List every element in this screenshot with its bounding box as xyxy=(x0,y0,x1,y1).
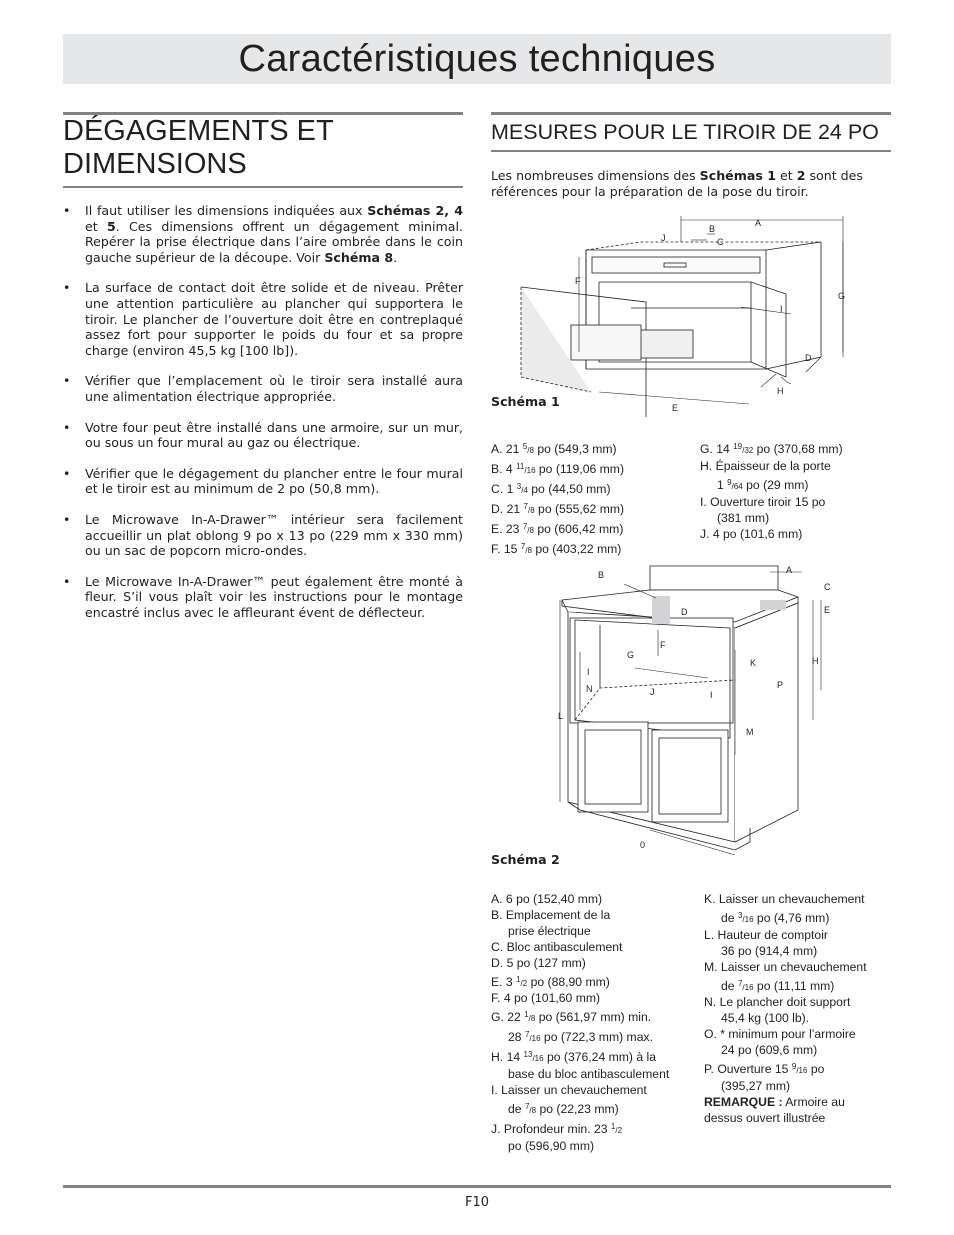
schema1-letter-j: J xyxy=(661,233,666,243)
schema1-letter-b: B xyxy=(709,224,716,234)
legend-item: 24 po (609,6 mm) xyxy=(721,1043,818,1058)
schema2-letter-h: H xyxy=(812,656,819,666)
legend-item: 45,4 kg (100 lb). xyxy=(721,1011,810,1026)
schema2-letter-g: G xyxy=(627,650,635,660)
legend-item: D. 21 $^7$/8 po (555,62 mm) xyxy=(491,501,625,516)
legend-item: prise électrique xyxy=(508,923,591,938)
bullet-item: • Vérifier que l’emplacement où le tiroir sera installé aura une alimentation électrique appropriée. xyxy=(63,373,463,404)
footer-rule xyxy=(63,1185,891,1188)
schema2-letter-i1: I xyxy=(587,667,590,677)
legend-item: (395,27 mm) xyxy=(721,1078,791,1093)
legend-item: de $^3$/16 po (4,76 mm) xyxy=(721,910,830,925)
schema2-letter-n: N xyxy=(586,684,593,694)
bullet-icon: • xyxy=(63,573,71,589)
legend-item: G. 14 $^{19}$/32 po (370,68 mm) xyxy=(700,442,843,456)
title-bar xyxy=(63,34,891,84)
bullet-item: • Le Microwave In-A-Drawer™ intérieur sera facilement accueillir un plat oblong 9 po x 13 po (229 mm x 330 mm) ou un sac de popcorn micro-ondes. xyxy=(63,511,463,559)
legend-item: E. 23 $^7$/8 po (606,42 mm) xyxy=(491,521,624,536)
legend-item: I. Ouverture tiroir 15 po xyxy=(700,494,826,509)
schema2-letter-o: 0 xyxy=(640,840,646,850)
legend-item: H. Épaisseur de la porte xyxy=(700,458,831,473)
schema1-letter-h: H xyxy=(777,386,784,396)
legend-item: base du bloc antibasculement xyxy=(508,1067,670,1082)
legend-item: M. Laisser un chevauchement xyxy=(704,959,867,974)
legend-item: J. 4 po (101,6 mm) xyxy=(700,526,803,541)
schema2-letter-d: D xyxy=(681,607,688,617)
bullet-icon: • xyxy=(63,203,71,218)
bullet-icon: • xyxy=(63,280,71,296)
schema2-letter-f: F xyxy=(660,640,666,650)
schema2-letter-k: K xyxy=(750,658,757,668)
schema1-letter-a: A xyxy=(755,218,762,228)
legend-note: REMARQUE : Armoire au xyxy=(704,1094,845,1109)
legend-item: de $^7$/16 po (11,11 mm) xyxy=(721,978,835,993)
legend-item: P. Ouverture 15 $^9$/16 po xyxy=(704,1062,825,1077)
legend-item: J. Profondeur min. 23 $^1$/2 xyxy=(491,1121,623,1136)
legend-note: dessus ouvert illustrée xyxy=(704,1110,826,1125)
page-number: F10 xyxy=(464,1195,490,1210)
legend-item: I. Laisser un chevauchement xyxy=(491,1082,647,1097)
schema2-letter-i2: I xyxy=(710,690,713,700)
right-section-top-rule xyxy=(491,112,891,115)
bullet-item: • Il faut utiliser les dimensions indiquées aux Schémas 2, 4 et 5. Ces dimensions offrent un dégagement minimal. Repérer la prise électrique dans l’aire ombrée dans le coin gauche supérieur de la découpe. Voir Schéma 8. xyxy=(63,203,463,265)
intro-paragraph: Les nombreuses dimensions des Schémas 1 et 2 sont des références pour la préparation de la pose du tiroir. xyxy=(491,168,863,199)
right-section-bottom-rule xyxy=(491,150,891,152)
bullet-item: • La surface de contact doit être solide et de niveau. Prêter une attention particulière au plancher qui supportera le tiroir. Le plancher de l’ouverture doit être en contreplaqué assez fort pour supporter le poids du four et sa propre charge (environ 45,5 kg [100 lb]). xyxy=(63,280,463,358)
legend-item: B. 4 $^{11}$/16 po (119,06 mm) xyxy=(491,461,625,476)
legend-item: D. 5 po (127 mm) xyxy=(491,955,586,970)
left-heading-line2: DIMENSIONS xyxy=(63,148,247,180)
legend-item: A. 21 $^5$/8 po (549,3 mm) xyxy=(491,442,617,456)
legend-item: E. 3 $^1$/2 po (88,90 mm) xyxy=(491,974,610,989)
bullet-icon: • xyxy=(63,465,71,481)
legend-item: B. Emplacement de la xyxy=(491,907,611,922)
left-heading-line1: DÉGAGEMENTS ET xyxy=(63,115,334,147)
schema1-legend-right xyxy=(700,439,843,542)
schema1-letter-d: D xyxy=(805,353,812,363)
schema1-legend-left xyxy=(491,439,624,558)
schema2-letter-l: L xyxy=(558,711,564,721)
schema2-letter-j: J xyxy=(650,687,655,697)
legend-item: N. Le plancher doit support xyxy=(704,995,851,1010)
schema2-letter-p: P xyxy=(777,680,784,690)
bullet-icon: • xyxy=(63,511,71,527)
schema1-letter-i: I xyxy=(780,304,783,314)
left-section-bottom-rule xyxy=(63,186,463,188)
bullet-item: • Votre four peut être installé dans une armoire, sur un mur, ou sous un four mural au gaz ou électrique. xyxy=(63,419,463,451)
legend-item: 1 $^9$/64 po (29 mm) xyxy=(717,477,809,492)
schema1-label: Schéma 1 xyxy=(491,394,560,409)
schema1-letter-e: E xyxy=(672,403,679,413)
legend-item: de $^7$/8 po (22,23 mm) xyxy=(508,1101,619,1116)
clearance-bullet-list xyxy=(63,203,463,635)
legend-item: (381 mm) xyxy=(717,510,770,525)
legend-item: K. Laisser un chevauchement xyxy=(704,892,865,906)
schema1-letter-f: F xyxy=(575,276,581,286)
bullet-icon: • xyxy=(63,419,71,435)
left-section-heading xyxy=(63,115,334,181)
schema1-letter-g: G xyxy=(838,291,846,301)
legend-item: F. 4 po (101,60 mm) xyxy=(491,991,601,1006)
schema2-label: Schéma 2 xyxy=(491,852,560,867)
schema2-legend-right xyxy=(704,892,867,1127)
bullet-item: • Le Microwave In-A-Drawer™ peut également être monté à fleur. S’il vous plaît voir les instructions pour le montage encastré inclus avec le affleurant évent de déflecteur. xyxy=(63,573,463,620)
right-section-heading: MESURES POUR LE TIROIR DE 24 PO xyxy=(491,120,879,144)
legend-item: F. 15 $^7$/8 po (403,22 mm) xyxy=(491,541,622,556)
legend-item: C. Bloc antibasculement xyxy=(491,939,623,954)
schema1-diagram xyxy=(491,212,891,417)
schema2-letter-b: B xyxy=(598,570,605,580)
schema2-letter-m: M xyxy=(746,727,754,737)
bullet-icon: • xyxy=(63,373,71,389)
legend-item: A. 6 po (152,40 mm) xyxy=(491,892,603,906)
legend-item: 28 $^7$/16 po (722,3 mm) max. xyxy=(508,1030,653,1045)
legend-item: H. 14 $^{13}$/16 po (376,24 mm) à la xyxy=(491,1050,657,1065)
legend-item: C. 1 $^3$/4 po (44,50 mm) xyxy=(491,481,611,496)
schema2-legend-left xyxy=(491,892,669,1155)
schema2-letter-a: A xyxy=(786,565,793,575)
bullet-item: • Vérifier que le dégagement du plancher entre le four mural et le tiroir est au minimum de 2 po (50,8 mm). xyxy=(63,465,463,497)
legend-item: 36 po (914,4 mm) xyxy=(721,943,818,958)
legend-item: O. * minimum pour l’armoire xyxy=(704,1027,856,1042)
legend-item: po (596,90 mm) xyxy=(508,1138,595,1153)
schema2-diagram xyxy=(540,560,840,855)
legend-item: G. 22 $^1$/8 po (561,97 mm) min. xyxy=(491,1010,652,1025)
page-title: Caractéristiques techniques xyxy=(238,38,716,80)
schema1-letter-c: C xyxy=(717,237,724,247)
schema2-letter-e: E xyxy=(824,605,831,615)
legend-item: L. Hauteur de comptoir xyxy=(704,927,828,942)
schema2-letter-c: C xyxy=(824,582,831,592)
